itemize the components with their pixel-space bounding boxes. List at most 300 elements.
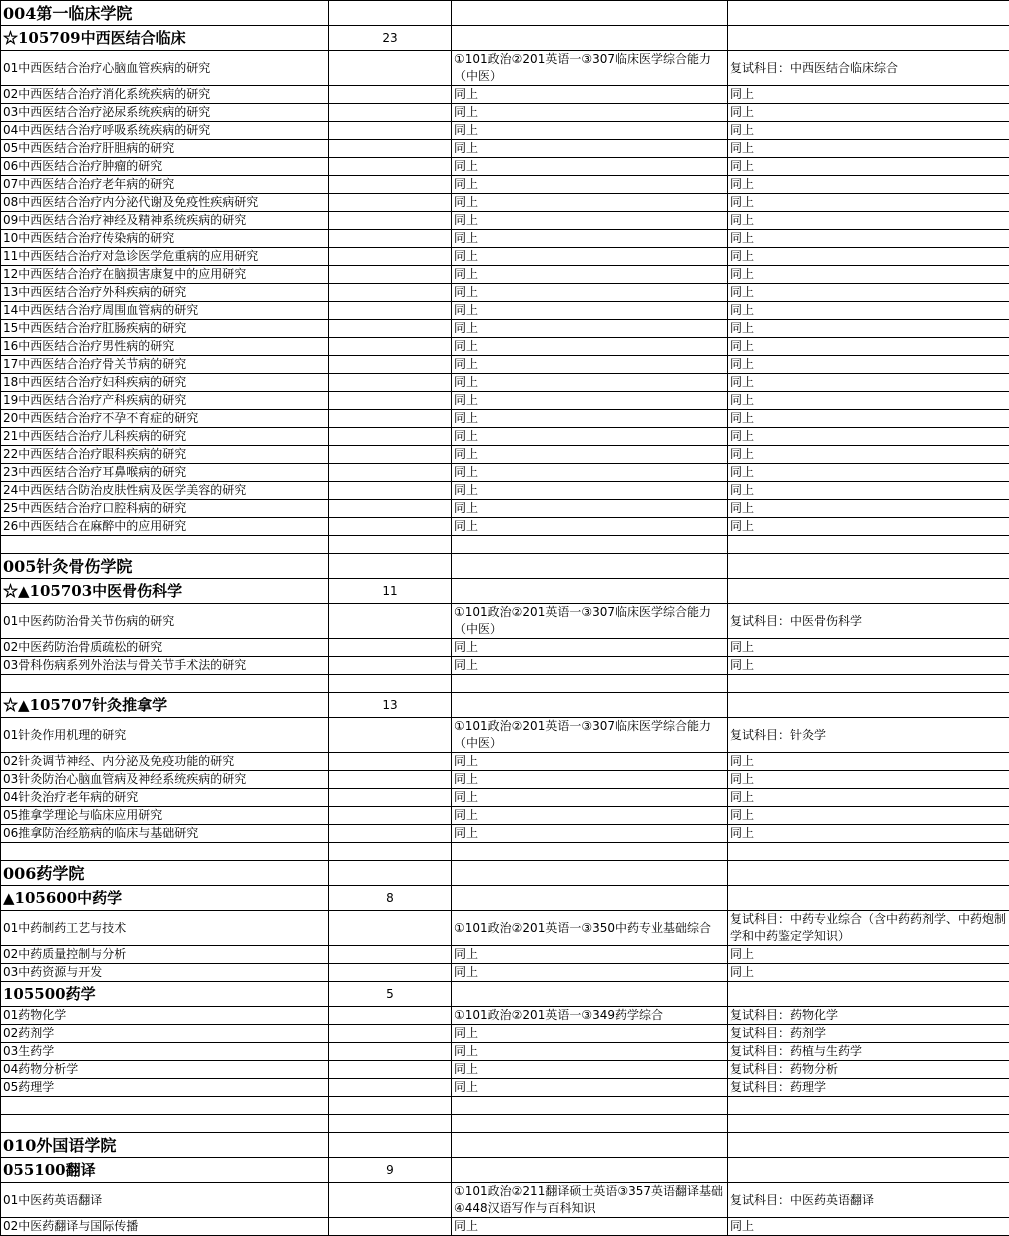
empty-cell (728, 1133, 1009, 1158)
empty-cell (329, 482, 452, 500)
research-direction: 02药剂学 (1, 1025, 329, 1043)
empty-cell (329, 140, 452, 158)
direction-row (1, 410, 1009, 428)
enrollment-count: 9 (329, 1158, 452, 1183)
empty-cell (329, 266, 452, 284)
research-direction: 02针灸调节神经、内分泌及免疫功能的研究 (1, 753, 329, 771)
college-row (1, 861, 1009, 886)
empty-cell (1, 1115, 329, 1133)
empty-cell (329, 248, 452, 266)
retest-subjects: 同上 (728, 356, 1009, 374)
major-row (1, 26, 1009, 51)
empty-cell (329, 1061, 452, 1079)
retest-subjects: 同上 (728, 964, 1009, 982)
retest-subjects: 同上 (728, 639, 1009, 657)
research-direction: 02中西医结合治疗消化系统疾病的研究 (1, 86, 329, 104)
empty-cell (329, 843, 452, 861)
retest-subjects: 同上 (728, 410, 1009, 428)
retest-subjects: 同上 (728, 771, 1009, 789)
direction-row (1, 657, 1009, 675)
retest-subjects: 同上 (728, 194, 1009, 212)
retest-subjects: 复试科目：中西医结合临床综合 (728, 51, 1009, 86)
exam-subjects: 同上 (452, 338, 728, 356)
research-direction: 01中药制药工艺与技术 (1, 911, 329, 946)
empty-cell (452, 843, 728, 861)
research-direction: 21中西医结合治疗儿科疾病的研究 (1, 428, 329, 446)
direction-row (1, 1218, 1009, 1236)
exam-subjects: 同上 (452, 230, 728, 248)
retest-subjects: 同上 (728, 176, 1009, 194)
exam-subjects: 同上 (452, 158, 728, 176)
direction-row (1, 248, 1009, 266)
exam-subjects: ①101政治②201英语一③307临床医学综合能力（中医） (452, 604, 728, 639)
exam-subjects: 同上 (452, 464, 728, 482)
empty-cell (329, 158, 452, 176)
direction-row (1, 194, 1009, 212)
research-direction: 08中西医结合治疗内分泌代谢及免疫性疾病研究 (1, 194, 329, 212)
major-name: ☆▲105707针灸推拿学 (1, 693, 329, 718)
exam-subjects: 同上 (452, 771, 728, 789)
exam-subjects: 同上 (452, 639, 728, 657)
research-direction: 04中西医结合治疗呼吸系统疾病的研究 (1, 122, 329, 140)
major-name: 105500药学 (1, 982, 329, 1007)
empty-cell (728, 536, 1009, 554)
retest-subjects: 同上 (728, 284, 1009, 302)
exam-subjects: 同上 (452, 410, 728, 428)
direction-row (1, 1007, 1009, 1025)
research-direction: 23中西医结合治疗耳鼻喉病的研究 (1, 464, 329, 482)
empty-cell (1, 843, 329, 861)
major-name: ▲105600中药学 (1, 886, 329, 911)
research-direction: 03骨科伤病系列外治法与骨关节手术法的研究 (1, 657, 329, 675)
empty-cell (329, 554, 452, 579)
empty-cell (329, 374, 452, 392)
enrollment-count: 5 (329, 982, 452, 1007)
empty-cell (452, 554, 728, 579)
blank-row (1, 675, 1009, 693)
research-direction: 04药物分析学 (1, 1061, 329, 1079)
direction-row (1, 122, 1009, 140)
empty-cell (329, 392, 452, 410)
exam-subjects: 同上 (452, 1043, 728, 1061)
empty-cell (329, 1218, 452, 1236)
direction-row (1, 176, 1009, 194)
empty-cell (329, 807, 452, 825)
empty-cell (329, 356, 452, 374)
research-direction: 22中西医结合治疗眼科疾病的研究 (1, 446, 329, 464)
empty-cell (329, 1115, 452, 1133)
exam-subjects: 同上 (452, 446, 728, 464)
research-direction: 15中西医结合治疗肛肠疾病的研究 (1, 320, 329, 338)
direction-row (1, 266, 1009, 284)
research-direction: 16中西医结合治疗男性病的研究 (1, 338, 329, 356)
empty-cell (452, 886, 728, 911)
direction-row (1, 753, 1009, 771)
college-name: 010外国语学院 (1, 1133, 329, 1158)
empty-cell (329, 518, 452, 536)
direction-row (1, 374, 1009, 392)
retest-subjects: 同上 (728, 266, 1009, 284)
retest-subjects: 同上 (728, 248, 1009, 266)
retest-subjects: 同上 (728, 212, 1009, 230)
retest-subjects: 同上 (728, 302, 1009, 320)
blank-row (1, 1115, 1009, 1133)
retest-subjects: 复试科目：药物化学 (728, 1007, 1009, 1025)
direction-row (1, 320, 1009, 338)
enrollment-count: 8 (329, 886, 452, 911)
research-direction: 20中西医结合治疗不孕不育症的研究 (1, 410, 329, 428)
empty-cell (452, 26, 728, 51)
empty-cell (329, 51, 452, 86)
empty-cell (728, 554, 1009, 579)
empty-cell (452, 536, 728, 554)
empty-cell (329, 500, 452, 518)
research-direction: 01中西医结合治疗心脑血管疾病的研究 (1, 51, 329, 86)
empty-cell (452, 861, 728, 886)
empty-cell (728, 982, 1009, 1007)
research-direction: 11中西医结合治疗对急诊医学危重病的应用研究 (1, 248, 329, 266)
major-name: ☆▲105703中医骨伤科学 (1, 579, 329, 604)
exam-subjects: 同上 (452, 518, 728, 536)
empty-cell (329, 104, 452, 122)
empty-cell (452, 675, 728, 693)
empty-cell (728, 1, 1009, 26)
exam-subjects: 同上 (452, 1218, 728, 1236)
direction-row (1, 639, 1009, 657)
research-direction: 09中西医结合治疗神经及精神系统疾病的研究 (1, 212, 329, 230)
research-direction: 06中西医结合治疗肿瘤的研究 (1, 158, 329, 176)
retest-subjects: 同上 (728, 320, 1009, 338)
empty-cell (452, 1115, 728, 1133)
research-direction: 02中医药翻译与国际传播 (1, 1218, 329, 1236)
direction-row (1, 428, 1009, 446)
research-direction: 01中医药英语翻译 (1, 1183, 329, 1218)
research-direction: 05推拿学理论与临床应用研究 (1, 807, 329, 825)
research-direction: 14中西医结合治疗周围血管病的研究 (1, 302, 329, 320)
retest-subjects: 同上 (728, 104, 1009, 122)
exam-subjects: 同上 (452, 807, 728, 825)
empty-cell (329, 1133, 452, 1158)
blank-row (1, 1097, 1009, 1115)
exam-subjects: 同上 (452, 964, 728, 982)
empty-cell (329, 464, 452, 482)
empty-cell (329, 1079, 452, 1097)
research-direction: 03中西医结合治疗泌尿系统疾病的研究 (1, 104, 329, 122)
retest-subjects: 同上 (728, 86, 1009, 104)
research-direction: 24中西医结合防治皮肤性病及医学美容的研究 (1, 482, 329, 500)
blank-row (1, 536, 1009, 554)
exam-subjects: 同上 (452, 212, 728, 230)
retest-subjects: 同上 (728, 825, 1009, 843)
exam-subjects: 同上 (452, 946, 728, 964)
major-name: 055100翻译 (1, 1158, 329, 1183)
direction-row (1, 302, 1009, 320)
exam-subjects: 同上 (452, 392, 728, 410)
exam-subjects: 同上 (452, 428, 728, 446)
exam-subjects: ①101政治②201英语一③349药学综合 (452, 1007, 728, 1025)
direction-row (1, 500, 1009, 518)
exam-subjects: 同上 (452, 1061, 728, 1079)
direction-row (1, 464, 1009, 482)
empty-cell (329, 789, 452, 807)
exam-subjects: 同上 (452, 248, 728, 266)
direction-row (1, 789, 1009, 807)
empty-cell (329, 639, 452, 657)
exam-subjects: 同上 (452, 86, 728, 104)
major-name: ☆105709中西医结合临床 (1, 26, 329, 51)
retest-subjects: 同上 (728, 230, 1009, 248)
research-direction: 02中药质量控制与分析 (1, 946, 329, 964)
exam-subjects: 同上 (452, 825, 728, 843)
exam-subjects: 同上 (452, 194, 728, 212)
retest-subjects: 复试科目：药物分析 (728, 1061, 1009, 1079)
exam-subjects: 同上 (452, 1025, 728, 1043)
exam-subjects: ①101政治②201英语一③307临床医学综合能力（中医） (452, 51, 728, 86)
exam-subjects: 同上 (452, 753, 728, 771)
direction-row (1, 946, 1009, 964)
college-row (1, 554, 1009, 579)
empty-cell (728, 861, 1009, 886)
exam-subjects: 同上 (452, 122, 728, 140)
empty-cell (329, 964, 452, 982)
exam-subjects: 同上 (452, 104, 728, 122)
retest-subjects: 同上 (728, 122, 1009, 140)
empty-cell (329, 657, 452, 675)
empty-cell (452, 1, 728, 26)
exam-subjects: 同上 (452, 789, 728, 807)
retest-subjects: 同上 (728, 946, 1009, 964)
research-direction: 03针灸防治心脑血管病及神经系统疾病的研究 (1, 771, 329, 789)
exam-subjects: ①101政治②211翻译硕士英语③357英语翻译基础④448汉语写作与百科知识 (452, 1183, 728, 1218)
research-direction: 02中医药防治骨质疏松的研究 (1, 639, 329, 657)
empty-cell (329, 176, 452, 194)
empty-cell (452, 579, 728, 604)
exam-subjects: 同上 (452, 302, 728, 320)
retest-subjects: 同上 (728, 1218, 1009, 1236)
exam-subjects: 同上 (452, 266, 728, 284)
empty-cell (452, 1158, 728, 1183)
empty-cell (1, 1097, 329, 1115)
direction-row (1, 51, 1009, 86)
retest-subjects: 同上 (728, 807, 1009, 825)
empty-cell (329, 753, 452, 771)
exam-subjects: 同上 (452, 1079, 728, 1097)
empty-cell (728, 675, 1009, 693)
empty-cell (452, 1133, 728, 1158)
direction-row (1, 807, 1009, 825)
college-name: 004第一临床学院 (1, 1, 329, 26)
exam-subjects: ①101政治②201英语一③350中药专业基础综合 (452, 911, 728, 946)
empty-cell (329, 675, 452, 693)
retest-subjects: 复试科目：药理学 (728, 1079, 1009, 1097)
empty-cell (329, 284, 452, 302)
direction-row (1, 212, 1009, 230)
retest-subjects: 复试科目：中医骨伤科学 (728, 604, 1009, 639)
exam-subjects: 同上 (452, 320, 728, 338)
research-direction: 05中西医结合治疗肝胆病的研究 (1, 140, 329, 158)
direction-row (1, 338, 1009, 356)
direction-row (1, 482, 1009, 500)
empty-cell (728, 1097, 1009, 1115)
research-direction: 19中西医结合治疗产科疾病的研究 (1, 392, 329, 410)
direction-row (1, 771, 1009, 789)
empty-cell (1, 536, 329, 554)
retest-subjects: 复试科目：中医药英语翻译 (728, 1183, 1009, 1218)
direction-row (1, 230, 1009, 248)
retest-subjects: 复试科目：药剂学 (728, 1025, 1009, 1043)
retest-subjects: 同上 (728, 789, 1009, 807)
research-direction: 10中西医结合治疗传染病的研究 (1, 230, 329, 248)
empty-cell (329, 825, 452, 843)
research-direction: 04针灸治疗老年病的研究 (1, 789, 329, 807)
direction-row (1, 718, 1009, 753)
direction-row (1, 1061, 1009, 1079)
enrollment-count: 13 (329, 693, 452, 718)
empty-cell (329, 771, 452, 789)
empty-cell (329, 911, 452, 946)
retest-subjects: 同上 (728, 464, 1009, 482)
exam-subjects: 同上 (452, 284, 728, 302)
retest-subjects: 同上 (728, 140, 1009, 158)
direction-row (1, 140, 1009, 158)
empty-cell (329, 410, 452, 428)
retest-subjects: 同上 (728, 158, 1009, 176)
retest-subjects: 同上 (728, 446, 1009, 464)
direction-row (1, 964, 1009, 982)
research-direction: 01中医药防治骨关节伤病的研究 (1, 604, 329, 639)
empty-cell (329, 212, 452, 230)
blank-row (1, 843, 1009, 861)
major-row (1, 886, 1009, 911)
empty-cell (329, 1043, 452, 1061)
table-body (1, 1, 1009, 1236)
direction-row (1, 518, 1009, 536)
empty-cell (329, 1097, 452, 1115)
direction-row (1, 604, 1009, 639)
empty-cell (728, 886, 1009, 911)
direction-row (1, 104, 1009, 122)
exam-subjects: 同上 (452, 176, 728, 194)
major-row (1, 579, 1009, 604)
research-direction: 01针灸作用机理的研究 (1, 718, 329, 753)
college-row (1, 1, 1009, 26)
exam-subjects: 同上 (452, 356, 728, 374)
retest-subjects: 同上 (728, 657, 1009, 675)
empty-cell (329, 1007, 452, 1025)
exam-subjects: 同上 (452, 374, 728, 392)
empty-cell (1, 675, 329, 693)
exam-subjects: 同上 (452, 482, 728, 500)
empty-cell (728, 843, 1009, 861)
direction-row (1, 911, 1009, 946)
empty-cell (452, 982, 728, 1007)
empty-cell (329, 1025, 452, 1043)
retest-subjects: 同上 (728, 428, 1009, 446)
empty-cell (728, 579, 1009, 604)
empty-cell (728, 1115, 1009, 1133)
retest-subjects: 同上 (728, 374, 1009, 392)
empty-cell (329, 194, 452, 212)
retest-subjects: 同上 (728, 338, 1009, 356)
major-row (1, 1158, 1009, 1183)
empty-cell (329, 446, 452, 464)
retest-subjects: 同上 (728, 518, 1009, 536)
direction-row (1, 284, 1009, 302)
empty-cell (329, 302, 452, 320)
research-direction: 03中药资源与开发 (1, 964, 329, 982)
direction-row (1, 1183, 1009, 1218)
enrollment-count: 11 (329, 579, 452, 604)
retest-subjects: 同上 (728, 482, 1009, 500)
enrollment-count: 23 (329, 26, 452, 51)
retest-subjects: 同上 (728, 753, 1009, 771)
exam-subjects: 同上 (452, 657, 728, 675)
research-direction: 26中西医结合在麻醉中的应用研究 (1, 518, 329, 536)
empty-cell (329, 428, 452, 446)
empty-cell (329, 122, 452, 140)
empty-cell (728, 1158, 1009, 1183)
empty-cell (329, 86, 452, 104)
empty-cell (329, 861, 452, 886)
empty-cell (329, 718, 452, 753)
empty-cell (329, 320, 452, 338)
major-row (1, 693, 1009, 718)
research-direction: 07中西医结合治疗老年病的研究 (1, 176, 329, 194)
direction-row (1, 446, 1009, 464)
direction-row (1, 86, 1009, 104)
research-direction: 06推拿防治经筋病的临床与基础研究 (1, 825, 329, 843)
empty-cell (329, 946, 452, 964)
direction-row (1, 158, 1009, 176)
direction-row (1, 1079, 1009, 1097)
direction-row (1, 825, 1009, 843)
research-direction: 25中西医结合治疗口腔科病的研究 (1, 500, 329, 518)
college-row (1, 1133, 1009, 1158)
research-direction: 05药理学 (1, 1079, 329, 1097)
exam-subjects: ①101政治②201英语一③307临床医学综合能力（中医） (452, 718, 728, 753)
retest-subjects: 复试科目：中药专业综合（含中药药剂学、中药炮制学和中药鉴定学知识） (728, 911, 1009, 946)
college-name: 005针灸骨伤学院 (1, 554, 329, 579)
research-direction: 01药物化学 (1, 1007, 329, 1025)
research-direction: 12中西医结合治疗在脑损害康复中的应用研究 (1, 266, 329, 284)
empty-cell (329, 1183, 452, 1218)
empty-cell (728, 26, 1009, 51)
empty-cell (728, 693, 1009, 718)
retest-subjects: 同上 (728, 392, 1009, 410)
empty-cell (329, 338, 452, 356)
empty-cell (329, 536, 452, 554)
retest-subjects: 复试科目：药植与生药学 (728, 1043, 1009, 1061)
retest-subjects: 复试科目：针灸学 (728, 718, 1009, 753)
direction-row (1, 392, 1009, 410)
direction-row (1, 356, 1009, 374)
research-direction: 18中西医结合治疗妇科疾病的研究 (1, 374, 329, 392)
empty-cell (329, 1, 452, 26)
research-direction: 03生药学 (1, 1043, 329, 1061)
research-direction: 13中西医结合治疗外科疾病的研究 (1, 284, 329, 302)
exam-subjects: 同上 (452, 140, 728, 158)
direction-row (1, 1043, 1009, 1061)
research-direction: 17中西医结合治疗骨关节病的研究 (1, 356, 329, 374)
exam-subjects: 同上 (452, 500, 728, 518)
empty-cell (452, 1097, 728, 1115)
empty-cell (329, 604, 452, 639)
retest-subjects: 同上 (728, 500, 1009, 518)
empty-cell (452, 693, 728, 718)
empty-cell (329, 230, 452, 248)
college-name: 006药学院 (1, 861, 329, 886)
direction-row (1, 1025, 1009, 1043)
